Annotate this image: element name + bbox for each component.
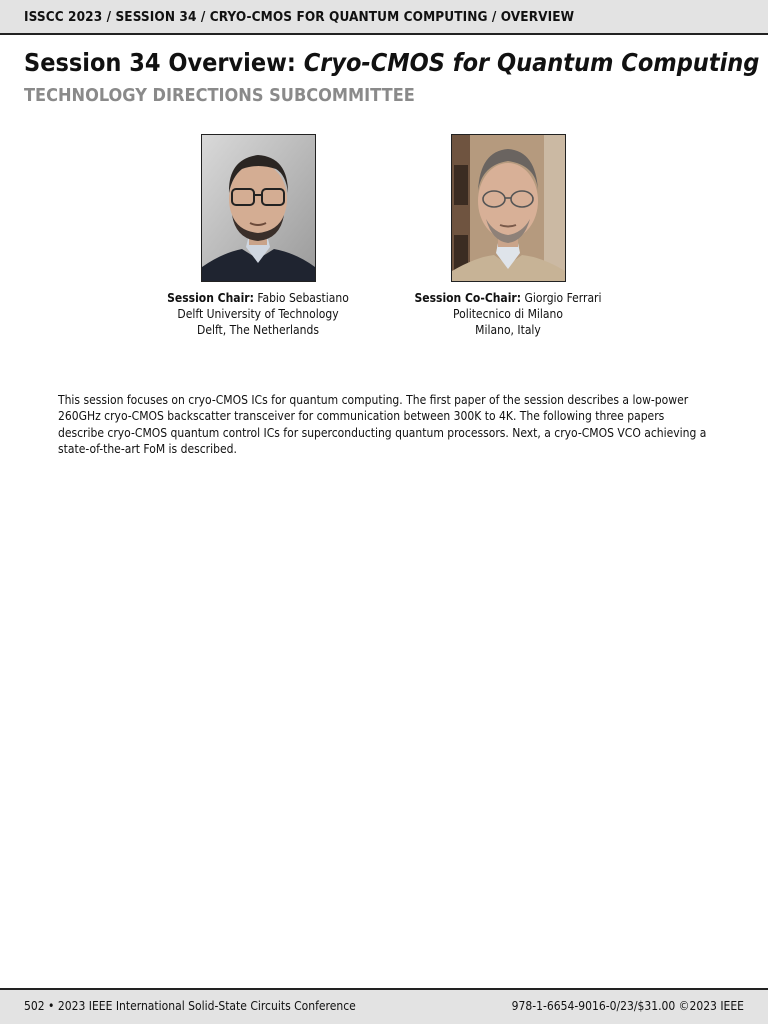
session-chair-location: Delft, The Netherlands bbox=[197, 323, 319, 337]
session-chair-info bbox=[148, 290, 368, 338]
title-topic: Cryo-CMOS for Quantum Computing bbox=[303, 48, 760, 77]
subcommittee-heading: TECHNOLOGY DIRECTIONS SUBCOMMITTEE bbox=[24, 85, 415, 106]
footer-left bbox=[24, 999, 356, 1013]
title-prefix: Session 34 Overview: bbox=[24, 48, 304, 77]
conference-name: 2023 IEEE International Solid-State Circuits Conference bbox=[57, 999, 356, 1013]
session-chair-line bbox=[148, 290, 368, 306]
session-co-chair-role: Session Co-Chair: bbox=[414, 291, 522, 305]
running-head-text: ISSCC 2023 / SESSION 34 / CRYO-CMOS FOR QUANTUM COMPUTING / OVERVIEW bbox=[24, 9, 575, 25]
session-co-chair-photo bbox=[451, 134, 566, 282]
page-title bbox=[24, 48, 759, 77]
footer-bullet: • bbox=[48, 999, 55, 1013]
session-co-chair-affiliation: Politecnico di Milano bbox=[453, 307, 563, 321]
session-description: This session focuses on cryo-CMOS ICs for quantum computing. The first paper of the session describes a low-power 260GHz cryo-CMOS backscatter transceiver for communication between 300K to 4K. The following three papers describe cryo-CMOS quantum control ICs for superconducting quantum processors. Next, a cryo-CMOS VCO achieving a state-of-the-art FoM is described. bbox=[58, 393, 707, 456]
session-chair-role: Session Chair: bbox=[167, 291, 254, 305]
page-footer bbox=[0, 988, 768, 1024]
session-chair-affiliation: Delft University of Technology bbox=[177, 307, 339, 321]
session-chair-photo bbox=[201, 134, 316, 282]
running-header bbox=[0, 0, 768, 35]
page-number: 502 bbox=[24, 999, 45, 1013]
session-co-chair-location: Milano, Italy bbox=[475, 323, 541, 337]
session-co-chair-info bbox=[398, 290, 618, 338]
session-co-chair-line bbox=[398, 290, 618, 306]
isbn-copyright: 978-1-6654-9016-0/23/$31.00 ©2023 IEEE bbox=[511, 999, 744, 1013]
session-co-chair-name: Giorgio Ferrari bbox=[524, 291, 602, 305]
session-chair-name: Fabio Sebastiano bbox=[257, 291, 349, 305]
